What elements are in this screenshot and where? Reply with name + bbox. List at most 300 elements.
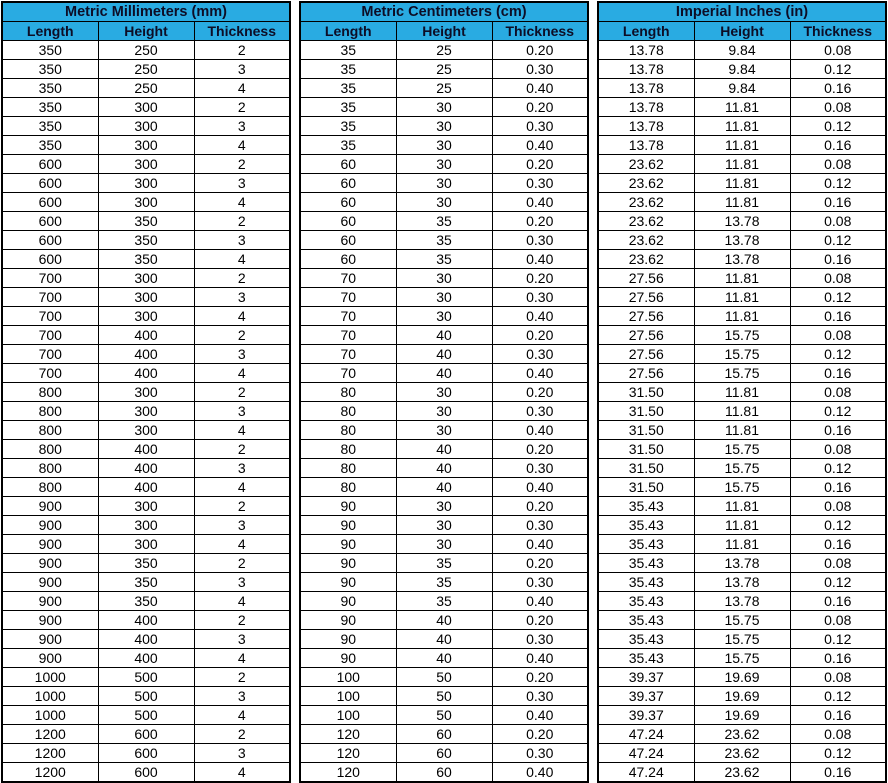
cell: 35	[396, 231, 492, 250]
cell: 23.62	[598, 212, 694, 231]
table-row	[300, 687, 588, 706]
centimeters-table	[299, 1, 589, 783]
cell: 400	[98, 611, 194, 630]
table-row	[2, 326, 290, 345]
cell: 600	[2, 231, 98, 250]
cell: 40	[396, 478, 492, 497]
cell: 80	[300, 478, 396, 497]
cell: 100	[300, 706, 396, 725]
cell: 47.24	[598, 763, 694, 783]
cell: 13.78	[694, 231, 790, 250]
cell: 500	[98, 706, 194, 725]
cell: 11.81	[694, 288, 790, 307]
table-row	[2, 364, 290, 383]
table-row	[300, 155, 588, 174]
cell: 25	[396, 60, 492, 79]
cell: 15.75	[694, 364, 790, 383]
table-row	[598, 763, 886, 783]
table-row	[300, 98, 588, 117]
cell: 0.20	[492, 554, 588, 573]
cell: 0.12	[790, 345, 886, 364]
cell: 13.78	[694, 592, 790, 611]
column-header-height: Height	[396, 22, 492, 41]
cell: 3	[194, 60, 290, 79]
table-row	[598, 193, 886, 212]
column-header-thickness: Thickness	[492, 22, 588, 41]
cell: 60	[396, 744, 492, 763]
cell: 30	[396, 155, 492, 174]
cell: 90	[300, 554, 396, 573]
cell: 9.84	[694, 79, 790, 98]
cell: 4	[194, 79, 290, 98]
cell: 350	[98, 592, 194, 611]
cell: 30	[396, 288, 492, 307]
table-row	[300, 41, 588, 60]
cell: 2	[194, 41, 290, 60]
cell: 35.43	[598, 611, 694, 630]
cell: 11.81	[694, 136, 790, 155]
cell: 350	[2, 60, 98, 79]
cell: 31.50	[598, 459, 694, 478]
cell: 0.08	[790, 554, 886, 573]
cell: 23.62	[694, 725, 790, 744]
cell: 0.08	[790, 725, 886, 744]
cell: 30	[396, 535, 492, 554]
cell: 0.08	[790, 155, 886, 174]
table-row	[2, 212, 290, 231]
cell: 35.43	[598, 630, 694, 649]
cell: 50	[396, 706, 492, 725]
table-row	[598, 554, 886, 573]
cell: 47.24	[598, 725, 694, 744]
cell: 0.16	[790, 421, 886, 440]
table-row	[598, 269, 886, 288]
cell: 35.43	[598, 592, 694, 611]
cell: 3	[194, 687, 290, 706]
cell: 15.75	[694, 611, 790, 630]
cell: 800	[2, 440, 98, 459]
cell: 31.50	[598, 383, 694, 402]
cell: 900	[2, 649, 98, 668]
cell: 35	[300, 136, 396, 155]
cell: 30	[396, 383, 492, 402]
cell: 3	[194, 402, 290, 421]
table-row	[300, 459, 588, 478]
cell: 35	[396, 554, 492, 573]
cell: 35	[300, 98, 396, 117]
cell: 0.20	[492, 440, 588, 459]
cell: 11.81	[694, 193, 790, 212]
table-row	[2, 288, 290, 307]
table-row	[598, 345, 886, 364]
column-header-length: Length	[300, 22, 396, 41]
table-row	[598, 611, 886, 630]
cell: 350	[98, 231, 194, 250]
cell: 700	[2, 269, 98, 288]
cell: 31.50	[598, 440, 694, 459]
cell: 27.56	[598, 345, 694, 364]
cell: 3	[194, 231, 290, 250]
cell: 11.81	[694, 421, 790, 440]
cell: 0.08	[790, 383, 886, 402]
table-row	[2, 440, 290, 459]
table-row	[300, 307, 588, 326]
cell: 4	[194, 535, 290, 554]
cell: 4	[194, 763, 290, 783]
table-row	[2, 668, 290, 687]
cell: 3	[194, 117, 290, 136]
column-header-thickness: Thickness	[790, 22, 886, 41]
cell: 0.30	[492, 744, 588, 763]
table-row	[2, 725, 290, 744]
table-row	[598, 668, 886, 687]
cell: 800	[2, 402, 98, 421]
cell: 15.75	[694, 345, 790, 364]
cell: 31.50	[598, 402, 694, 421]
cell: 40	[396, 459, 492, 478]
cell: 0.08	[790, 668, 886, 687]
cell: 70	[300, 326, 396, 345]
cell: 13.78	[598, 60, 694, 79]
cell: 60	[300, 174, 396, 193]
table-row	[2, 744, 290, 763]
cell: 23.62	[598, 231, 694, 250]
cell: 400	[98, 649, 194, 668]
table-row	[2, 459, 290, 478]
cell: 0.20	[492, 41, 588, 60]
cell: 250	[98, 60, 194, 79]
table-row	[598, 326, 886, 345]
group-title-millimeters: Metric Millimeters (mm)	[2, 2, 290, 22]
cell: 30	[396, 269, 492, 288]
table-row	[300, 535, 588, 554]
cell: 13.78	[694, 212, 790, 231]
table-row	[2, 79, 290, 98]
cell: 35.43	[598, 516, 694, 535]
cell: 11.81	[694, 497, 790, 516]
cell: 0.30	[492, 174, 588, 193]
cell: 120	[300, 744, 396, 763]
group-title-inches: Imperial Inches (in)	[598, 2, 886, 22]
cell: 300	[98, 516, 194, 535]
table-row	[598, 421, 886, 440]
table-row	[598, 516, 886, 535]
cell: 27.56	[598, 307, 694, 326]
cell: 2	[194, 497, 290, 516]
table-row	[598, 459, 886, 478]
cell: 60	[300, 250, 396, 269]
cell: 0.40	[492, 250, 588, 269]
cell: 400	[98, 364, 194, 383]
table-row	[300, 402, 588, 421]
table-row	[2, 478, 290, 497]
cell: 400	[98, 326, 194, 345]
cell: 35.43	[598, 497, 694, 516]
cell: 35.43	[598, 649, 694, 668]
table-row	[300, 79, 588, 98]
cell: 9.84	[694, 41, 790, 60]
cell: 3	[194, 744, 290, 763]
cell: 0.16	[790, 250, 886, 269]
cell: 0.20	[492, 269, 588, 288]
table-row	[598, 155, 886, 174]
cell: 70	[300, 307, 396, 326]
column-header-height: Height	[694, 22, 790, 41]
cell: 300	[98, 269, 194, 288]
cell: 11.81	[694, 98, 790, 117]
table-group-centimeters	[299, 1, 589, 780]
cell: 350	[98, 250, 194, 269]
cell: 2	[194, 554, 290, 573]
cell: 23.62	[598, 250, 694, 269]
cell: 400	[98, 345, 194, 364]
cell: 700	[2, 364, 98, 383]
table-row	[300, 174, 588, 193]
cell: 700	[2, 345, 98, 364]
cell: 500	[98, 668, 194, 687]
cell: 13.78	[694, 250, 790, 269]
cell: 2	[194, 611, 290, 630]
cell: 2	[194, 440, 290, 459]
table-row	[598, 592, 886, 611]
table-row	[300, 668, 588, 687]
cell: 300	[98, 117, 194, 136]
cell: 0.08	[790, 440, 886, 459]
cell: 25	[396, 41, 492, 60]
cell: 70	[300, 288, 396, 307]
cell: 50	[396, 668, 492, 687]
cell: 300	[98, 383, 194, 402]
cell: 30	[396, 497, 492, 516]
cell: 90	[300, 592, 396, 611]
cell: 25	[396, 79, 492, 98]
cell: 60	[300, 212, 396, 231]
table-row	[300, 364, 588, 383]
cell: 3	[194, 288, 290, 307]
table-row	[598, 288, 886, 307]
cell: 0.08	[790, 611, 886, 630]
table-row	[598, 687, 886, 706]
cell: 11.81	[694, 383, 790, 402]
column-header-row	[300, 22, 588, 41]
table-row	[598, 117, 886, 136]
cell: 31.50	[598, 478, 694, 497]
table-row	[2, 763, 290, 783]
cell: 4	[194, 706, 290, 725]
cell: 30	[396, 307, 492, 326]
cell: 4	[194, 421, 290, 440]
cell: 27.56	[598, 364, 694, 383]
cell: 30	[396, 117, 492, 136]
cell: 4	[194, 478, 290, 497]
cell: 19.69	[694, 687, 790, 706]
cell: 23.62	[598, 174, 694, 193]
table-row	[300, 212, 588, 231]
table-group-millimeters	[1, 1, 291, 780]
cell: 800	[2, 478, 98, 497]
cell: 0.16	[790, 592, 886, 611]
cell: 0.16	[790, 763, 886, 783]
cell: 70	[300, 269, 396, 288]
cell: 300	[98, 307, 194, 326]
cell: 0.30	[492, 516, 588, 535]
group-header-row	[598, 2, 886, 22]
column-header-thickness: Thickness	[194, 22, 290, 41]
cell: 300	[98, 497, 194, 516]
cell: 120	[300, 725, 396, 744]
cell: 900	[2, 630, 98, 649]
cell: 15.75	[694, 440, 790, 459]
cell: 0.20	[492, 98, 588, 117]
cell: 0.30	[492, 345, 588, 364]
cell: 19.69	[694, 668, 790, 687]
cell: 600	[98, 725, 194, 744]
cell: 100	[300, 687, 396, 706]
cell: 39.37	[598, 687, 694, 706]
table-row	[300, 763, 588, 783]
table-row	[300, 478, 588, 497]
cell: 40	[396, 326, 492, 345]
cell: 800	[2, 383, 98, 402]
table-row	[300, 611, 588, 630]
cell: 39.37	[598, 706, 694, 725]
cell: 400	[98, 630, 194, 649]
table-row	[2, 649, 290, 668]
cell: 0.20	[492, 326, 588, 345]
cell: 2	[194, 212, 290, 231]
table-row	[2, 174, 290, 193]
cell: 350	[98, 573, 194, 592]
table-row	[300, 326, 588, 345]
cell: 1000	[2, 668, 98, 687]
cell: 400	[98, 478, 194, 497]
cell: 35	[396, 573, 492, 592]
cell: 13.78	[598, 98, 694, 117]
cell: 35.43	[598, 573, 694, 592]
cell: 0.12	[790, 687, 886, 706]
cell: 0.12	[790, 744, 886, 763]
cell: 700	[2, 288, 98, 307]
cell: 120	[300, 763, 396, 783]
cell: 0.40	[492, 193, 588, 212]
cell: 0.12	[790, 516, 886, 535]
cell: 300	[98, 136, 194, 155]
cell: 0.30	[492, 402, 588, 421]
cell: 600	[98, 763, 194, 783]
table-row	[2, 231, 290, 250]
cell: 3	[194, 174, 290, 193]
table-row	[598, 212, 886, 231]
cell: 35	[396, 250, 492, 269]
cell: 19.69	[694, 706, 790, 725]
cell: 0.40	[492, 307, 588, 326]
cell: 3	[194, 345, 290, 364]
cell: 27.56	[598, 269, 694, 288]
cell: 35	[396, 592, 492, 611]
cell: 3	[194, 573, 290, 592]
cell: 600	[2, 155, 98, 174]
cell: 3	[194, 459, 290, 478]
table-row	[2, 250, 290, 269]
cell: 60	[396, 725, 492, 744]
cell: 0.40	[492, 649, 588, 668]
cell: 30	[396, 402, 492, 421]
cell: 900	[2, 573, 98, 592]
cell: 50	[396, 687, 492, 706]
cell: 0.16	[790, 535, 886, 554]
cell: 350	[2, 117, 98, 136]
table-row	[2, 706, 290, 725]
cell: 4	[194, 364, 290, 383]
cell: 100	[300, 668, 396, 687]
cell: 90	[300, 611, 396, 630]
cell: 350	[2, 136, 98, 155]
cell: 700	[2, 326, 98, 345]
table-row	[300, 706, 588, 725]
table-row	[598, 364, 886, 383]
millimeters-table	[1, 1, 291, 783]
cell: 0.12	[790, 630, 886, 649]
cell: 60	[300, 155, 396, 174]
table-row	[598, 573, 886, 592]
cell: 70	[300, 364, 396, 383]
cell: 2	[194, 269, 290, 288]
cell: 0.12	[790, 402, 886, 421]
cell: 80	[300, 383, 396, 402]
table-row	[2, 554, 290, 573]
table-row	[2, 383, 290, 402]
cell: 0.30	[492, 687, 588, 706]
table-row	[2, 307, 290, 326]
table-row	[300, 573, 588, 592]
table-row	[300, 383, 588, 402]
table-row	[598, 402, 886, 421]
cell: 0.40	[492, 364, 588, 383]
cell: 30	[396, 136, 492, 155]
cell: 11.81	[694, 155, 790, 174]
table-row	[300, 250, 588, 269]
cell: 300	[98, 421, 194, 440]
cell: 0.16	[790, 706, 886, 725]
cell: 250	[98, 41, 194, 60]
cell: 350	[2, 79, 98, 98]
cell: 350	[2, 41, 98, 60]
cell: 90	[300, 649, 396, 668]
cell: 80	[300, 421, 396, 440]
cell: 4	[194, 307, 290, 326]
table-row	[2, 592, 290, 611]
cell: 11.81	[694, 307, 790, 326]
cell: 90	[300, 630, 396, 649]
cell: 0.12	[790, 573, 886, 592]
cell: 11.81	[694, 535, 790, 554]
inches-table	[597, 1, 887, 783]
cell: 0.08	[790, 212, 886, 231]
cell: 0.20	[492, 383, 588, 402]
table-row	[598, 231, 886, 250]
table-row	[300, 440, 588, 459]
cell: 13.78	[694, 573, 790, 592]
cell: 35.43	[598, 554, 694, 573]
cell: 35	[300, 41, 396, 60]
cell: 31.50	[598, 421, 694, 440]
cell: 0.40	[492, 136, 588, 155]
cell: 60	[300, 231, 396, 250]
cell: 27.56	[598, 288, 694, 307]
cell: 35	[396, 212, 492, 231]
cell: 0.12	[790, 60, 886, 79]
column-header-row	[598, 22, 886, 41]
